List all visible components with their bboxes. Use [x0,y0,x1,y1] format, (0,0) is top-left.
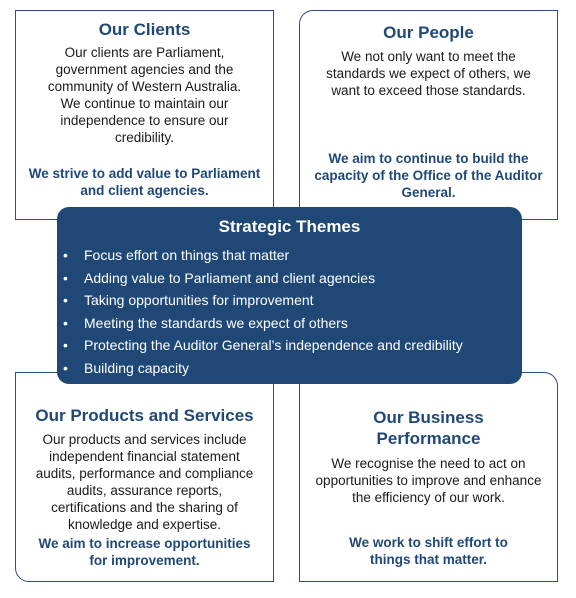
bullet-icon: • [63,292,68,308]
our-people-statement: We aim to continue to build the capacity of the Office of the Auditor General. [314,151,543,200]
products-services-title: Our Products and Services [35,406,254,425]
our-clients-title: Our Clients [98,20,191,39]
products-services-panel [15,372,274,582]
theme-item [63,244,463,267]
products-services-body: Our products and services include independent financial statement audits, performance and compliance audits, assurance reports, certifications and the sharing of knowledge and expertise. [35,432,254,532]
theme-item-label: Focus effort on things that matter [84,247,290,263]
business-performance-statement: We work to shift effort to things that matter. [349,535,508,567]
our-clients-panel [15,10,274,220]
our-people-title: Our People [383,23,474,42]
bullet-icon: • [63,269,68,286]
theme-item [63,289,463,312]
our-clients-statement: We strive to add value to Parliament and client agencies. [28,166,261,198]
theme-item-label: Building capacity [84,359,190,376]
theme-item [63,357,463,380]
business-performance-panel [299,372,558,582]
theme-item [63,312,463,335]
theme-item-label: Protecting the Auditor General’s independence and credibility [84,337,463,353]
bullet-icon: • [63,359,68,376]
our-people-body: We not only want to meet the standards we expect of others, we want to exceed those standards. [326,49,531,98]
bullet-icon: • [63,337,68,353]
bullet-icon: • [63,247,68,263]
business-performance-title: Our Business Performance [373,408,484,448]
our-people-panel [299,10,558,220]
strategic-themes-panel [57,207,522,384]
theme-item [63,334,463,357]
business-performance-body: We recognise the need to act on opportunities to improve and enhance the efficiency of our work. [315,456,542,505]
our-clients-body: Our clients are Parliament, government agencies and the community of Western Australia. We continue to maintain our independence to ensure our credibility. [47,45,242,145]
bullet-icon: • [63,314,68,331]
strategic-themes-title: Strategic Themes [218,217,361,236]
theme-item-label: Meeting the standards we expect of others [84,314,348,331]
strategic-themes-list [63,244,463,379]
theme-item [63,267,463,290]
theme-item-label: Adding value to Parliament and client agencies [84,269,376,286]
products-services-statement: We aim to increase opportunities for improvement. [38,536,251,568]
theme-item-label: Taking opportunities for improvement [84,292,314,308]
